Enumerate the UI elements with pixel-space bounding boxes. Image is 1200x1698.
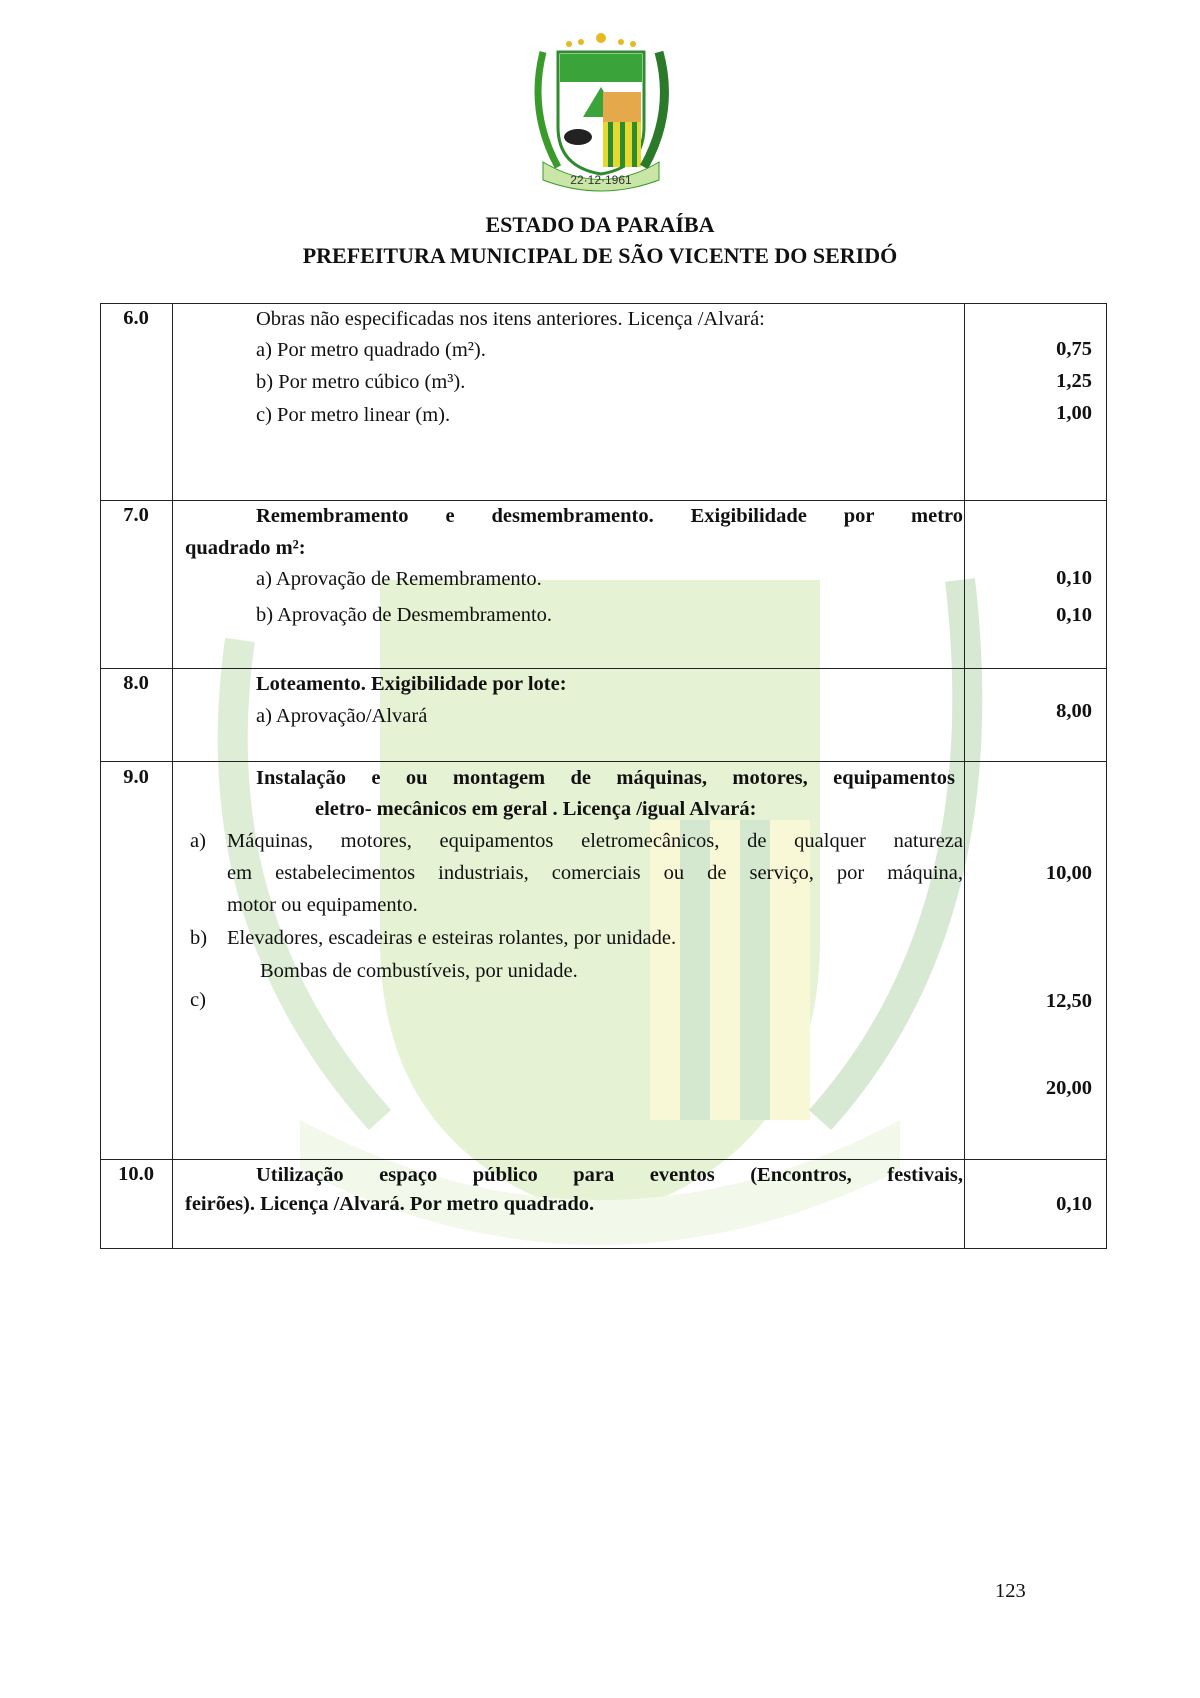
item-description: feirões). Licença /Alvará. Por metro quadrado. (185, 1193, 595, 1215)
row-divider (100, 500, 1107, 501)
item-subline: a) Aprovação/Alvará (256, 705, 428, 727)
item-subline: Bombas de combustíveis, por unidade. (260, 960, 578, 982)
municipal-coat-of-arms-logo (513, 32, 689, 198)
column-divider (172, 303, 173, 1249)
item-subline: a) Por metro quadrado (m²). (256, 339, 486, 361)
fee-value: 1,00 (1056, 402, 1092, 424)
municipality-heading: PREFEITURA MUNICIPAL DE SÃO VICENTE DO SERIDÓ (302, 243, 898, 268)
item-subline: b) Aprovação de Desmembramento. (256, 604, 553, 626)
page-number: 123 (995, 1580, 1026, 1602)
row-divider (100, 668, 1107, 669)
fee-value: 1,25 (1056, 370, 1092, 392)
list-marker: b) (190, 927, 208, 949)
item-description: quadrado m²: (185, 537, 306, 559)
item-description: eletro- mecânicos em geral . Licença /igual Alvará: (315, 798, 757, 820)
item-description: Obras não especificadas nos itens anteriores. Licença /Alvará: (256, 308, 765, 330)
fee-value: 0,10 (1056, 604, 1092, 626)
item-number: 8.0 (123, 672, 149, 694)
item-subline: c) Por metro linear (m). (256, 404, 451, 426)
row-divider (100, 761, 1107, 762)
fee-value: 0,75 (1056, 338, 1092, 360)
item-description: Instalação e ou montagem de máquinas, motores, equipamentos (256, 767, 955, 789)
item-subline: Máquinas, motores, equipamentos eletromecânicos, de qualquer natureza (227, 830, 963, 852)
fee-value: 0,10 (1056, 567, 1092, 589)
item-description: Loteamento. Exigibilidade por lote: (256, 673, 567, 695)
item-subline: a) Aprovação de Remembramento. (256, 568, 542, 590)
fee-value: 20,00 (1045, 1077, 1092, 1099)
item-subline: b) Por metro cúbico (m³). (256, 371, 466, 393)
item-description: Utilização espaço público para eventos (Encontros, festivais, (256, 1164, 963, 1186)
list-marker: c) (190, 989, 206, 1011)
item-subline: Elevadores, escadeiras e esteiras rolantes, por unidade. (227, 927, 677, 949)
state-heading: ESTADO DA PARAÍBA (485, 212, 715, 237)
item-subline: motor ou equipamento. (227, 894, 418, 916)
item-description: Remembramento e desmembramento. Exigibilidade por metro (256, 505, 963, 527)
column-divider (964, 303, 965, 1249)
fee-value: 12,50 (1045, 990, 1092, 1012)
row-divider (100, 1159, 1107, 1160)
item-subline: em estabelecimentos industriais, comerciais ou de serviço, por máquina, (227, 862, 963, 884)
fee-value: 8,00 (1056, 700, 1092, 722)
fee-value: 10,00 (1045, 862, 1092, 884)
logo-date: 22·12·1961 (570, 173, 632, 187)
item-number: 9.0 (123, 766, 149, 788)
fee-value: 0,10 (1056, 1193, 1092, 1215)
item-number: 10.0 (118, 1163, 154, 1185)
list-marker: a) (190, 830, 206, 852)
item-number: 6.0 (123, 307, 149, 329)
item-number: 7.0 (123, 504, 149, 526)
